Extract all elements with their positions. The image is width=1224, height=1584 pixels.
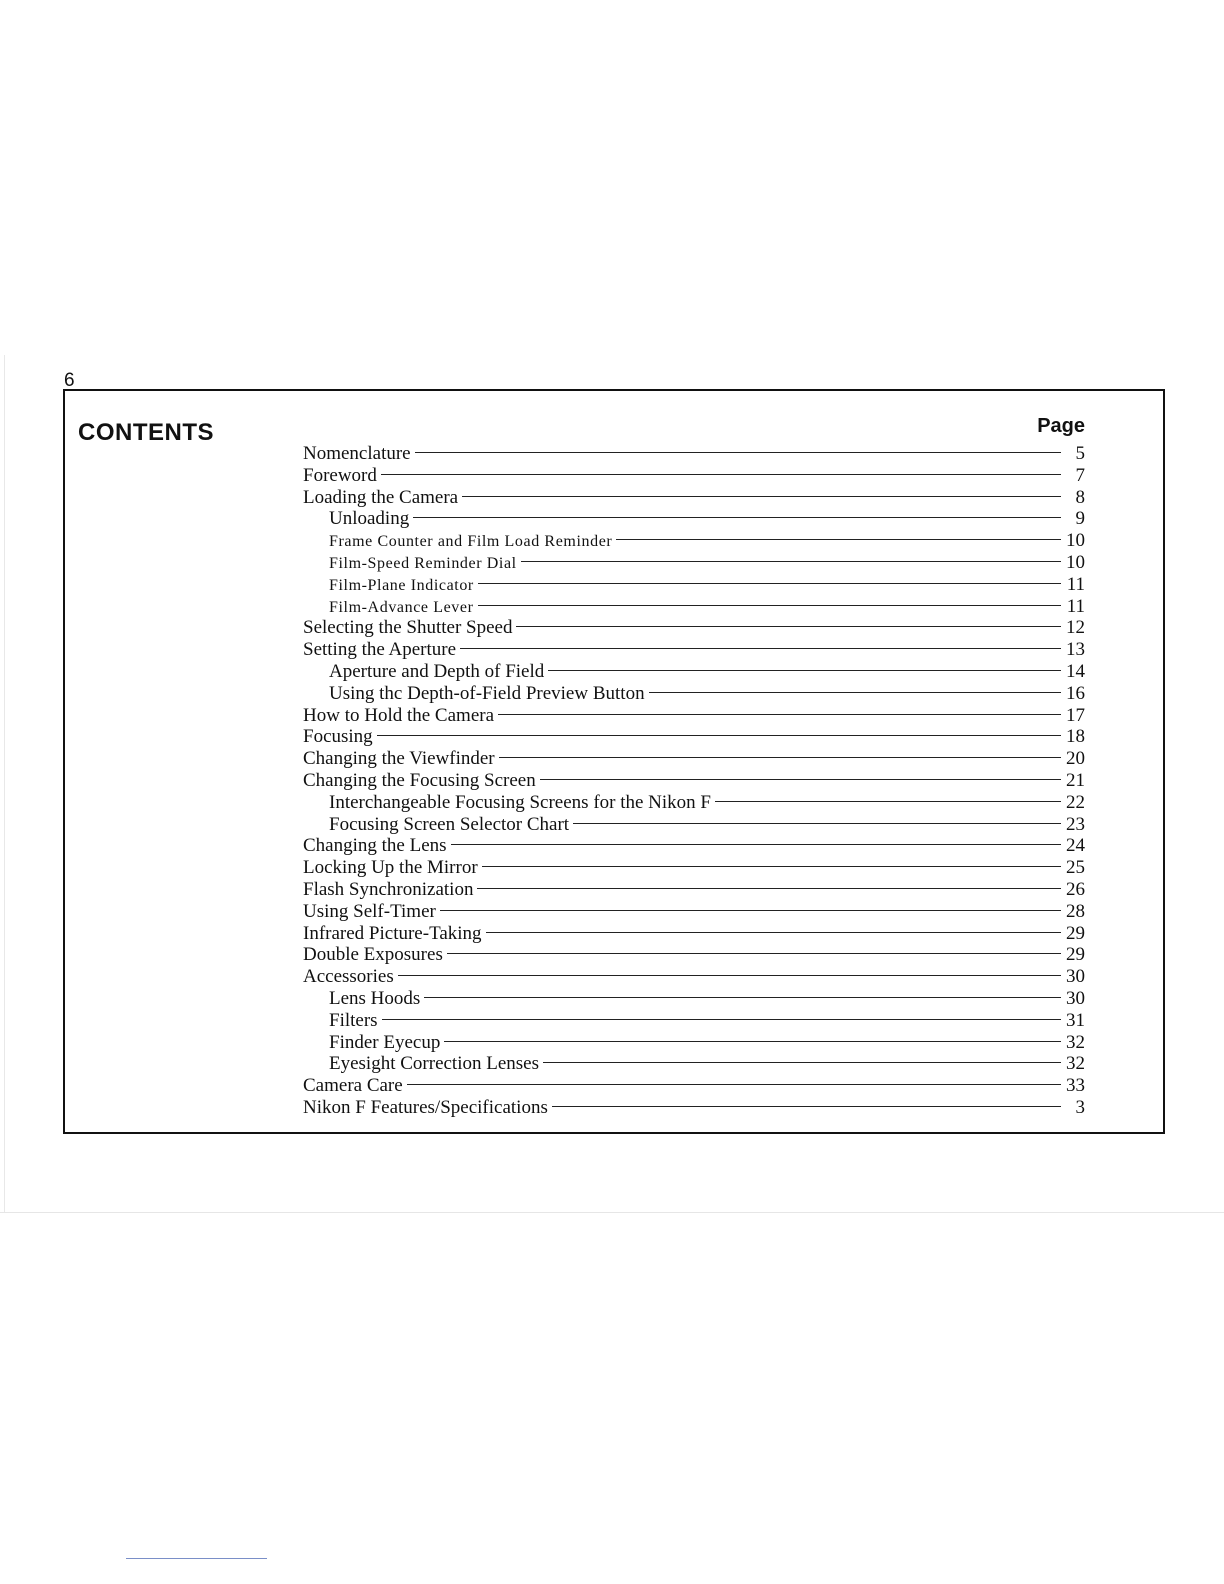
toc-leader-line [413,517,1061,518]
toc-entry[interactable] [303,1010,1085,1032]
toc-entry[interactable] [303,508,1085,530]
toc-entry-page: 26 [1066,878,1085,900]
toc-leader-line [616,539,1061,540]
toc-entry[interactable] [303,1075,1085,1097]
toc-entry-page: 32 [1066,1031,1085,1053]
toc-leader-line [715,801,1061,802]
toc-entry[interactable] [303,465,1085,487]
toc-entry-page: 32 [1066,1053,1085,1075]
toc-entry-page: 22 [1066,791,1085,813]
toc-entry-page: 30 [1066,966,1085,988]
toc-entry[interactable] [303,792,1085,814]
toc-entry-title: Film-Speed Reminder Dial [329,554,517,572]
toc-leader-line [451,844,1061,845]
toc-entry[interactable] [303,814,1085,836]
toc-entry[interactable] [303,705,1085,727]
toc-entry-page: 7 [1075,464,1085,486]
toc-leader-line [552,1106,1061,1107]
toc-leader-line [540,779,1061,780]
page-bottom-edge [0,1212,1224,1213]
toc-leader-line [382,1019,1061,1020]
toc-entry-title: Focusing Screen Selector Chart [329,813,570,835]
toc-leader-line [415,452,1061,453]
toc-entry-page: 30 [1066,987,1085,1009]
toc-entry[interactable] [303,1097,1085,1119]
toc-entry-page: 28 [1066,900,1085,922]
toc-entry-page: 5 [1075,443,1085,464]
toc-leader-line [398,975,1061,976]
page-column-heading: Page [1037,415,1085,437]
toc-entry[interactable] [303,639,1085,661]
toc-entry-title: Accessories [303,966,394,988]
contents-box [63,389,1165,1134]
toc-entry[interactable] [303,574,1085,596]
toc-entry-title: Using thc Depth-of-Field Preview Button [329,682,645,704]
toc-entry-title: Nomenclature [303,443,411,464]
toc-entry-title: Lens Hoods [329,987,421,1009]
toc-leader-line [407,1084,1061,1085]
toc-leader-line [573,823,1061,824]
toc-entry-page: 11 [1066,595,1085,617]
toc-entry-page: 25 [1066,857,1085,879]
toc-entry-title: Locking Up the Mirror [303,857,478,879]
scan-edge-line [4,355,5,1213]
toc-entry-title: Foreword [303,464,377,486]
toc-entry[interactable] [303,530,1085,552]
toc-leader-line [440,910,1061,911]
toc-entry-title: Changing the Lens [303,835,447,857]
toc-entry[interactable] [303,857,1085,879]
toc-entry[interactable] [303,901,1085,923]
toc-entry-page: 20 [1066,748,1085,770]
toc-entry-title: Eyesight Correction Lenses [329,1053,540,1075]
toc-entry-page: 23 [1066,813,1085,835]
toc-leader-line [444,1041,1061,1042]
toc-entry-title: Filters [329,1009,378,1031]
toc-entry-title: Infrared Picture-Taking [303,922,482,944]
contents-heading: CONTENTS [78,419,214,446]
toc-entry-title: Flash Synchronization [303,878,474,900]
toc-entry-title: Setting the Aperture [303,639,457,661]
toc-entry[interactable] [303,443,1085,465]
toc-entry[interactable] [303,683,1085,705]
toc-entry[interactable] [303,944,1085,966]
toc-entry[interactable] [303,596,1085,618]
toc-entry-page: 8 [1075,486,1085,508]
page-number: 6 [64,370,75,391]
toc-leader-line [478,605,1061,606]
toc-entry-title: Frame Counter and Film Load Reminder [329,533,613,551]
toc-entry-page: 29 [1066,944,1085,966]
toc-entry-title: Loading the Camera [303,486,459,508]
toc-entry-title: Changing the Focusing Screen [303,769,536,791]
toc-entry-title: Finder Eyecup [329,1031,441,1053]
toc-entry[interactable] [303,661,1085,683]
toc-leader-line [460,648,1061,649]
toc-entry-page: 3 [1075,1096,1085,1118]
toc-entry-title: Double Exposures [303,944,443,966]
toc-entry-title: Nikon F Features/Specifications [303,1096,548,1118]
toc-entry[interactable] [303,923,1085,945]
toc-entry-page: 9 [1075,508,1085,530]
table-of-contents [303,443,1085,1119]
toc-leader-line [424,997,1061,998]
toc-entry[interactable] [303,988,1085,1010]
toc-entry-title: Interchangeable Focusing Screens for the Nikon F [329,791,712,813]
toc-entry-page: 14 [1066,660,1085,682]
toc-entry[interactable] [303,487,1085,509]
toc-entry[interactable] [303,748,1085,770]
toc-entry-page: 21 [1066,769,1085,791]
toc-entry-page: 18 [1066,726,1085,748]
toc-entry[interactable] [303,835,1085,857]
toc-entry-title: Focusing [303,726,373,748]
toc-leader-line [548,670,1061,671]
toc-leader-line [377,735,1061,736]
toc-entry-title: Using Self-Timer [303,900,436,922]
toc-entry-page: 11 [1066,573,1085,595]
toc-entry-title: Camera Care [303,1075,403,1097]
toc-entry-title: Unloading [329,508,410,530]
toc-entry-page: 12 [1066,617,1085,639]
toc-entry-title: Selecting the Shutter Speed [303,617,513,639]
toc-leader-line [649,692,1061,693]
toc-entry-page: 16 [1066,682,1085,704]
toc-entry-title: Film-Advance Lever [329,598,474,616]
toc-leader-line [477,888,1061,889]
toc-leader-line [462,496,1061,497]
toc-leader-line [381,474,1061,475]
toc-entry-title: Aperture and Depth of Field [329,660,545,682]
toc-entry-title: Film-Plane Indicator [329,576,474,594]
toc-entry-page: 33 [1066,1075,1085,1097]
toc-entry[interactable] [303,617,1085,639]
footnote-rule [126,1558,267,1559]
toc-entry-page: 17 [1066,704,1085,726]
toc-leader-line [482,866,1061,867]
toc-leader-line [516,626,1061,627]
toc-leader-line [486,932,1061,933]
toc-leader-line [543,1062,1061,1063]
toc-entry-page: 31 [1066,1009,1085,1031]
toc-entry-page: 13 [1066,639,1085,661]
toc-entry[interactable] [303,879,1085,901]
toc-leader-line [498,714,1061,715]
toc-entry-title: Changing the Viewfinder [303,748,495,770]
toc-entry[interactable] [303,770,1085,792]
toc-entry-page: 10 [1066,530,1085,552]
toc-entry-title: How to Hold the Camera [303,704,495,726]
toc-leader-line [499,757,1061,758]
toc-entry-page: 29 [1066,922,1085,944]
toc-entry[interactable] [303,1032,1085,1054]
toc-leader-line [521,561,1061,562]
toc-entry[interactable] [303,726,1085,748]
toc-leader-line [478,583,1061,584]
toc-entry[interactable] [303,966,1085,988]
toc-entry[interactable] [303,552,1085,574]
toc-entry-page: 10 [1066,551,1085,573]
toc-leader-line [447,953,1061,954]
toc-entry[interactable] [303,1053,1085,1075]
toc-entry-page: 24 [1066,835,1085,857]
